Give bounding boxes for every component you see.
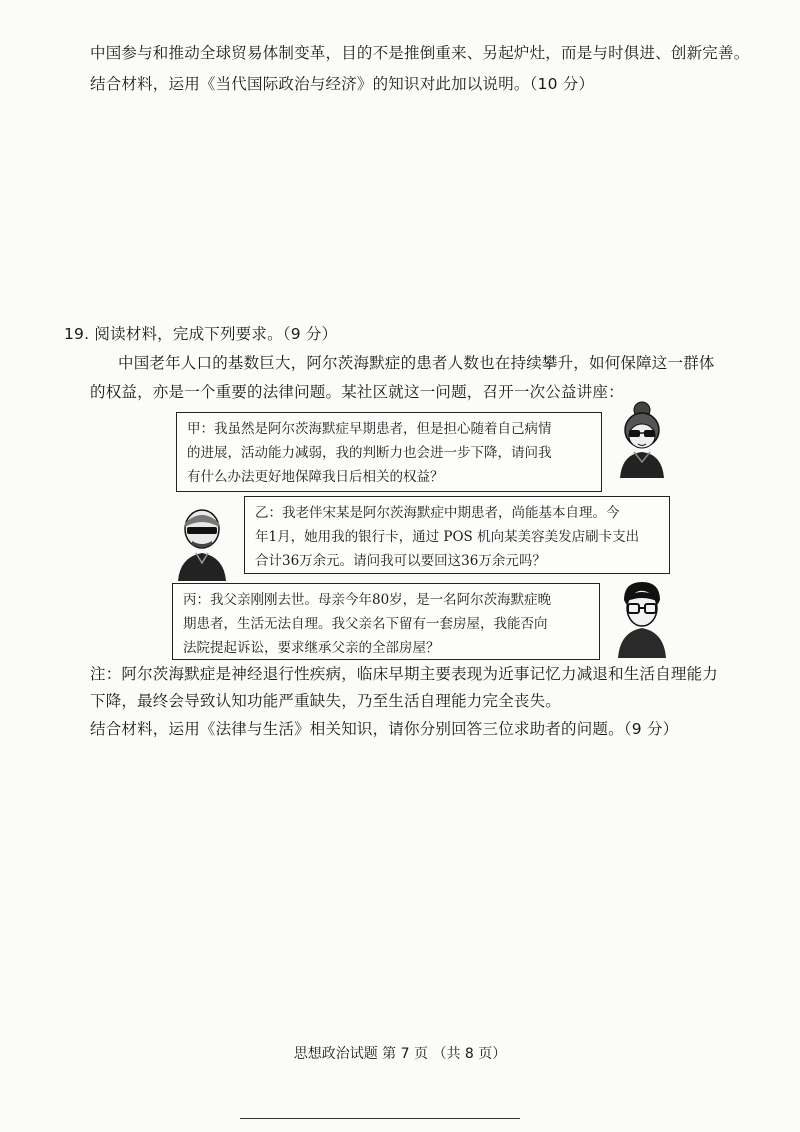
page-footer: 思想政治试题 第 7 页 （共 8 页） (293, 1046, 507, 1062)
q18-material-line: 中国参与和推动全球贸易体制变革，目的不是推倒重来、另起炉灶，而是与时俱进、创新完善。 (90, 44, 750, 62)
speech-box-bing (172, 583, 600, 660)
note-line-2: 下降，最终会导致认知功能严重缺失，乃至生活自理能力完全丧失。 (90, 692, 562, 710)
q19-intro-line-2: 的权益，亦是一个重要的法律问题。某社区就这一问题，召开一次公益讲座： (90, 383, 624, 401)
elderly-man-avatar-icon (172, 505, 232, 583)
yi-line: 合计36万余元。请问我可以要回这36万余元吗？ (255, 553, 546, 569)
jia-line: 的进展，活动能力减弱，我的判断力也会进一步下降，请问我 (187, 445, 552, 461)
q19-task: 结合材料，运用《法律与生活》相关知识，请你分别回答三位求助者的问题。（9 分） (90, 720, 679, 738)
bing-line: 法院提起诉讼，要求继承父亲的全部房屋？ (183, 640, 440, 656)
yi-line: 年1月，她用我的银行卡，通过 POS 机向某美容美发店刷卡支出 (255, 529, 640, 545)
young-man-avatar-icon (610, 578, 674, 660)
bottom-divider (240, 1118, 520, 1119)
yi-line: 乙：我老伴宋某是阿尔茨海默症中期患者，尚能基本自理。今 (255, 505, 620, 521)
bing-line: 期患者，生活无法自理。我父亲名下留有一套房屋，我能否向 (183, 616, 548, 632)
speech-box-jia (176, 412, 602, 492)
note-line-1: 注：阿尔茨海默症是神经退行性疾病，临床早期主要表现为近事记忆力减退和生活自理能力 (90, 665, 719, 683)
q19-intro-line-1: 中国老年人口的基数巨大，阿尔茨海默症的患者人数也在持续攀升，如何保障这一群体 (118, 354, 715, 372)
bing-line: 丙：我父亲刚刚去世。母亲今年80岁，是一名阿尔茨海默症晚 (183, 592, 552, 608)
q19-heading: 19. 阅读材料，完成下列要求。（9 分） (64, 325, 338, 343)
elderly-woman-avatar-icon (612, 400, 672, 480)
jia-line: 甲：我虽然是阿尔茨海默症早期患者，但是担心随着自己病情 (187, 421, 552, 437)
q18-question-line: 结合材料，运用《当代国际政治与经济》的知识对此加以说明。（10 分） (90, 75, 595, 93)
jia-line: 有什么办法更好地保障我日后相关的权益？ (187, 469, 444, 485)
speech-box-yi (244, 496, 670, 574)
